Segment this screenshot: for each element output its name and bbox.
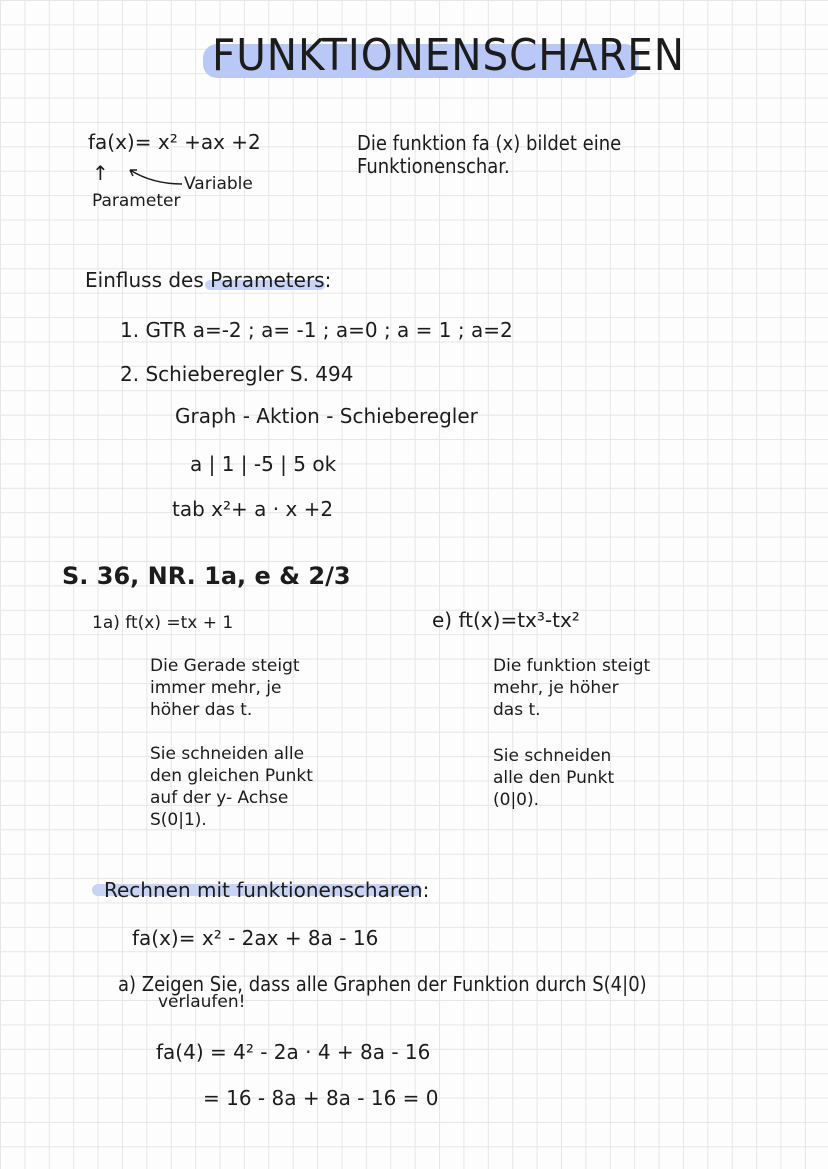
exercise-a-text1-line1: Die Gerade steigt — [150, 656, 300, 676]
exercise-a-text2-line4: S(0|1). — [150, 810, 207, 830]
variable-arrow-icon — [124, 166, 184, 188]
exercise-e-text2-line3: (0|0). — [493, 790, 540, 810]
influence-tab: tab x²+ a · x +2 — [172, 497, 334, 521]
influence-item-1: 1. GTR a=-2 ; a= -1 ; a=0 ; a = 1 ; a=2 — [120, 318, 513, 342]
exercise-a-text1-line2: immer mehr, je — [150, 678, 282, 698]
exercise-a-text2-line1: Sie schneiden alle — [150, 744, 305, 764]
exercise-e-text2-line1: Sie schneiden — [493, 746, 612, 766]
computing-calc-1: fa(4) = 4² - 2a · 4 + 8a - 16 — [156, 1040, 431, 1064]
computing-task-line1: a) Zeigen Sie, dass alle Graphen der Funktion durch S(4|0) — [118, 972, 647, 996]
computing-task-line2: verlaufen! — [158, 992, 246, 1012]
exercise-e-text1-line3: das t. — [493, 700, 541, 720]
arrow-up-icon: ↑ — [92, 161, 109, 185]
exercise-e-label: e) ft(x)=tx³-tx² — [432, 608, 580, 632]
exercise-a-text2-line3: auf der y- Achse — [150, 788, 289, 808]
exercise-a-text1-line3: höher das t. — [150, 700, 253, 720]
computing-calc-2: = 16 - 8a + 8a - 16 = 0 — [203, 1086, 439, 1110]
page-title: FUNKTIONENSCHAREN — [212, 30, 685, 81]
exercise-a-label: 1a) ft(x) =tx + 1 — [92, 613, 234, 633]
exercise-e-text1-line2: mehr, je höher — [493, 678, 619, 698]
exercise-heading: S. 36, NR. 1a, e & 2/3 — [62, 562, 351, 590]
parameter-label: Parameter — [92, 191, 181, 211]
exercise-e-text1-line1: Die funktion steigt — [493, 656, 651, 676]
variable-label: Variable — [184, 174, 253, 194]
intro-description-line1: Die funktion fa (x) bildet eine — [357, 131, 622, 155]
influence-settings: a | 1 | -5 | 5 ok — [190, 452, 337, 476]
computing-formula: fa(x)= x² - 2ax + 8a - 16 — [132, 926, 379, 950]
computing-heading: Rechnen mit funktionenscharen: — [104, 878, 430, 902]
influence-heading: Einfluss des Parameters: — [85, 268, 332, 292]
exercise-a-text2-line2: den gleichen Punkt — [150, 766, 313, 786]
exercise-e-text2-line2: alle den Punkt — [493, 768, 615, 788]
intro-formula: fa(x)= x² +ax +2 — [88, 130, 261, 154]
intro-description-line2: Funktionenschar. — [357, 154, 510, 178]
influence-action: Graph - Aktion - Schieberegler — [175, 404, 478, 428]
influence-item-2: 2. Schieberegler S. 494 — [120, 362, 354, 386]
